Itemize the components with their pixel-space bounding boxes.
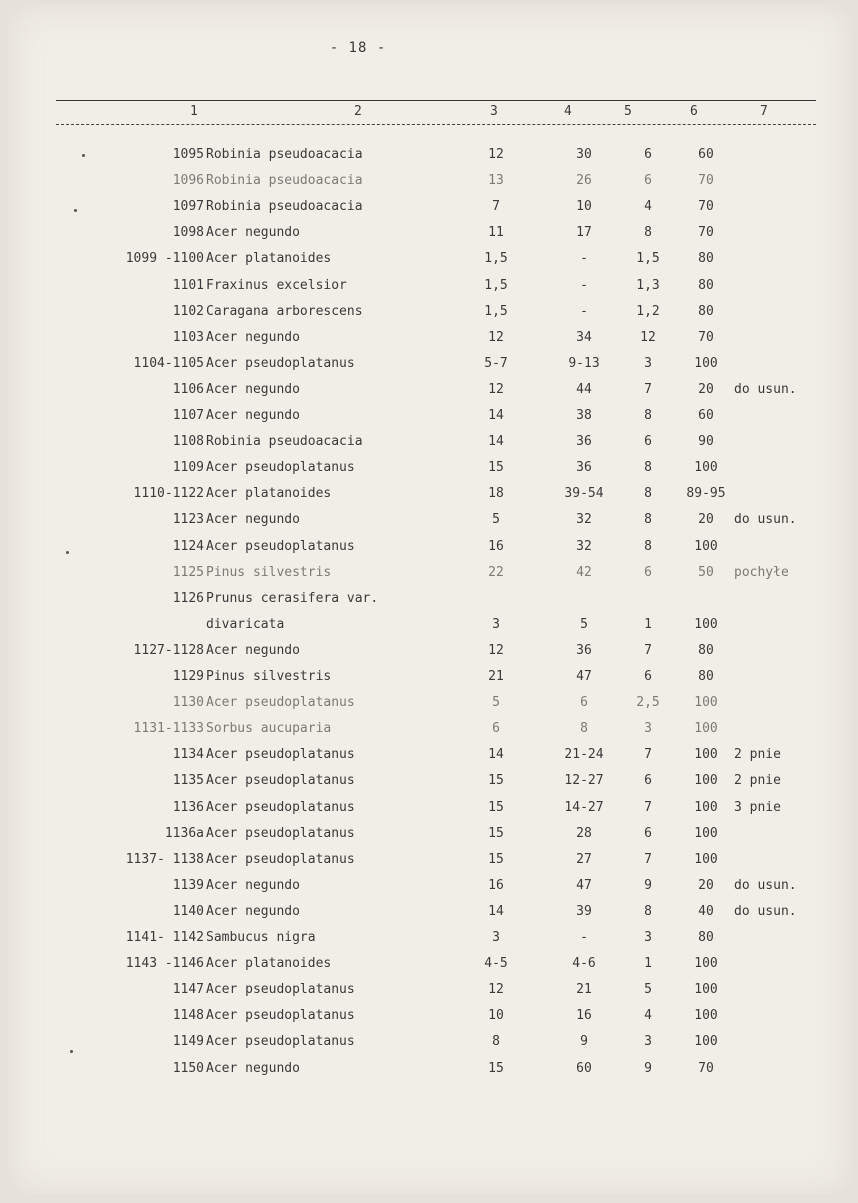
column-3-value: 16 xyxy=(488,538,504,554)
column-header-4: 4 xyxy=(564,104,572,119)
column-4-value: 39-54 xyxy=(564,486,604,502)
tree-number: 1109 xyxy=(172,460,204,476)
column-6-value: 90 xyxy=(698,434,714,450)
column-5-value: 6 xyxy=(644,147,652,162)
species-name: Acer negundo xyxy=(206,877,300,893)
species-name: Prunus cerasifera var. xyxy=(206,590,379,606)
column-5-value: 8 xyxy=(644,486,652,502)
column-3-value: 12 xyxy=(488,329,504,345)
species-name: Sorbus aucuparia xyxy=(206,721,332,737)
tree-number: 1102 xyxy=(172,303,204,319)
column-5-value: 6 xyxy=(644,173,652,189)
column-5-value: 8 xyxy=(644,408,652,423)
table-row xyxy=(8,721,852,743)
species-name: Robinia pseudoacacia xyxy=(206,434,363,450)
column-5-value: 8 xyxy=(644,538,652,554)
column-3-value: 15 xyxy=(488,825,504,841)
column-6-value: 100 xyxy=(694,355,718,371)
column-4-value: 21-24 xyxy=(564,747,604,763)
column-4-value: 9-13 xyxy=(568,355,600,371)
column-5-value: 5 xyxy=(644,982,652,998)
table-row xyxy=(8,800,852,822)
species-name: Pinus silvestris xyxy=(206,564,332,580)
table-row xyxy=(8,356,852,378)
species-name: Acer pseudoplatanus xyxy=(206,747,355,763)
column-6-value: 100 xyxy=(694,695,718,711)
column-3-value: 12 xyxy=(488,982,504,998)
column-4-value: - xyxy=(580,303,588,319)
column-3-value: 16 xyxy=(488,877,504,893)
table-row xyxy=(8,382,852,404)
column-4-value: 8 xyxy=(580,721,588,737)
tree-number: 1150 xyxy=(172,1060,204,1076)
column-4-value: 38 xyxy=(576,408,592,423)
column-5-value: 6 xyxy=(644,434,652,450)
remarks: do usun. xyxy=(734,903,797,919)
column-4-value: 60 xyxy=(576,1060,592,1076)
column-3-value: 5 xyxy=(492,695,500,711)
tree-number: 1126 xyxy=(172,590,204,606)
species-name: Acer platanoides xyxy=(206,956,332,972)
tree-number: 1149 xyxy=(172,1034,204,1050)
tree-number: 1101 xyxy=(172,277,204,293)
remarks: do usun. xyxy=(734,877,797,893)
column-3-value: 12 xyxy=(488,147,504,162)
column-3-value: 14 xyxy=(488,747,504,763)
species-name: Acer platanoides xyxy=(206,251,332,267)
column-3-value: 11 xyxy=(488,225,504,241)
column-3-value: 14 xyxy=(488,903,504,919)
table-row xyxy=(8,1061,852,1083)
table-row xyxy=(8,199,852,221)
remarks: 2 pnie xyxy=(734,773,781,789)
column-header-2: 2 xyxy=(354,104,362,119)
column-5-value: 7 xyxy=(644,799,652,815)
column-4-value: - xyxy=(580,251,588,267)
column-6-value: 100 xyxy=(694,460,718,476)
column-3-value: 12 xyxy=(488,642,504,658)
species-name: Robinia pseudoacacia xyxy=(206,147,363,162)
column-3-value: 14 xyxy=(488,434,504,450)
column-4-value: 17 xyxy=(576,225,592,241)
column-5-value: 4 xyxy=(644,199,652,215)
column-3-value: 8 xyxy=(492,1034,500,1050)
column-3-value: 22 xyxy=(488,564,504,580)
table-row xyxy=(8,408,852,430)
column-4-value: 27 xyxy=(576,851,592,867)
column-3-value: 15 xyxy=(488,773,504,789)
species-name: Acer pseudoplatanus xyxy=(206,355,355,371)
table-row xyxy=(8,1034,852,1056)
column-4-value: 28 xyxy=(576,825,592,841)
tree-number: 1124 xyxy=(172,538,204,554)
column-3-value: 13 xyxy=(488,173,504,189)
column-6-value: 70 xyxy=(698,1060,714,1076)
column-5-value: 7 xyxy=(644,642,652,658)
column-3-value: 15 xyxy=(488,1060,504,1076)
tree-number: 1148 xyxy=(172,1008,204,1024)
tree-number: 1134 xyxy=(172,747,204,763)
column-5-value: 7 xyxy=(644,381,652,397)
column-header-7: 7 xyxy=(760,104,768,119)
table-row xyxy=(8,643,852,665)
column-6-value: 70 xyxy=(698,329,714,345)
column-4-value: 26 xyxy=(576,173,592,189)
tree-number: 1137- 1138 xyxy=(125,851,204,867)
column-4-value: 47 xyxy=(576,669,592,684)
tree-number: 1143 -1146 xyxy=(125,956,204,972)
species-name: Fraxinus excelsior xyxy=(206,277,347,293)
table-row xyxy=(8,878,852,900)
column-6-value: 20 xyxy=(698,381,714,397)
column-3-value: 12 xyxy=(488,381,504,397)
species-name: Acer platanoides xyxy=(206,486,332,502)
column-6-value: 20 xyxy=(698,512,714,528)
column-6-value: 50 xyxy=(698,564,714,580)
tree-number: 1127-1128 xyxy=(133,642,204,658)
column-3-value: 14 xyxy=(488,408,504,423)
column-3-value: 10 xyxy=(488,1008,504,1024)
remarks: 2 pnie xyxy=(734,747,781,763)
column-4-value: 30 xyxy=(576,147,592,162)
column-5-value: 3 xyxy=(644,355,652,371)
column-6-value: 100 xyxy=(694,982,718,998)
species-name: Acer negundo xyxy=(206,329,300,345)
tree-number: 1103 xyxy=(172,329,204,345)
column-6-value: 70 xyxy=(698,199,714,215)
table-row xyxy=(8,147,852,169)
column-5-value: 9 xyxy=(644,1060,652,1076)
column-5-value: 3 xyxy=(644,721,652,737)
table-row xyxy=(8,251,852,273)
column-4-value: 14-27 xyxy=(564,799,604,815)
column-5-value: 6 xyxy=(644,669,652,684)
species-name: Pinus silvestris xyxy=(206,669,332,684)
document-page xyxy=(8,4,852,1194)
species-name: Acer pseudoplatanus xyxy=(206,460,355,476)
species-name: Acer pseudoplatanus xyxy=(206,773,355,789)
column-4-value: - xyxy=(580,277,588,293)
column-4-value: 36 xyxy=(576,434,592,450)
column-4-value: 39 xyxy=(576,903,592,919)
column-6-value: 100 xyxy=(694,1034,718,1050)
column-6-value: 70 xyxy=(698,173,714,189)
tree-number: 1106 xyxy=(172,381,204,397)
column-6-value: 100 xyxy=(694,825,718,841)
column-3-value: 21 xyxy=(488,669,504,684)
tree-number: 1136a xyxy=(164,825,204,841)
table-row xyxy=(8,591,852,613)
column-5-value: 1 xyxy=(644,616,652,632)
species-name: Robinia pseudoacacia xyxy=(206,199,363,215)
column-3-value: 7 xyxy=(492,199,500,215)
column-6-value: 100 xyxy=(694,616,718,632)
column-6-value: 80 xyxy=(698,930,714,945)
column-5-value: 2,5 xyxy=(636,695,660,711)
scan-speck xyxy=(74,209,77,212)
column-3-value: 1,5 xyxy=(484,277,508,293)
species-name: Robinia pseudoacacia xyxy=(206,173,363,189)
table-row xyxy=(8,930,852,952)
species-name: Acer negundo xyxy=(206,642,300,658)
tree-number: 1136 xyxy=(172,799,204,815)
column-5-value: 1,2 xyxy=(636,303,660,319)
column-5-value: 8 xyxy=(644,903,652,919)
column-3-value: 6 xyxy=(492,721,500,737)
species-name: Acer negundo xyxy=(206,225,300,241)
column-3-value: 1,5 xyxy=(484,303,508,319)
table-row xyxy=(8,956,852,978)
table-row xyxy=(8,617,852,639)
column-4-value: 32 xyxy=(576,538,592,554)
column-4-value: 44 xyxy=(576,381,592,397)
column-6-value: 20 xyxy=(698,877,714,893)
column-6-value: 100 xyxy=(694,773,718,789)
column-6-value: 100 xyxy=(694,538,718,554)
table-row xyxy=(8,460,852,482)
species-name: Sambucus nigra xyxy=(206,930,316,945)
species-name: Acer pseudoplatanus xyxy=(206,799,355,815)
column-3-value: 5-7 xyxy=(484,355,508,371)
column-6-value: 60 xyxy=(698,147,714,162)
table-row xyxy=(8,173,852,195)
column-5-value: 8 xyxy=(644,460,652,476)
column-4-value: 10 xyxy=(576,199,592,215)
table-row xyxy=(8,747,852,769)
column-6-value: 100 xyxy=(694,799,718,815)
scan-speck xyxy=(70,1050,73,1053)
column-5-value: 1,5 xyxy=(636,251,660,267)
column-5-value: 9 xyxy=(644,877,652,893)
table-row xyxy=(8,773,852,795)
column-3-value: 4-5 xyxy=(484,956,508,972)
page-number: - 18 - xyxy=(329,40,387,56)
column-5-value: 4 xyxy=(644,1008,652,1024)
column-4-value: - xyxy=(580,930,588,945)
column-3-value: 15 xyxy=(488,799,504,815)
column-5-value: 7 xyxy=(644,851,652,867)
tree-number: 1131-1133 xyxy=(133,721,204,737)
tree-number: 1123 xyxy=(172,512,204,528)
column-6-value: 80 xyxy=(698,251,714,267)
column-5-value: 1,3 xyxy=(636,277,660,293)
tree-number: 1095 xyxy=(172,147,204,162)
column-3-value: 18 xyxy=(488,486,504,502)
table-row xyxy=(8,304,852,326)
column-6-value: 80 xyxy=(698,669,714,684)
column-4-value: 36 xyxy=(576,642,592,658)
table-row xyxy=(8,539,852,561)
column-4-value: 4-6 xyxy=(572,956,596,972)
species-name: Acer pseudoplatanus xyxy=(206,825,355,841)
tree-number: 1099 -1100 xyxy=(125,251,204,267)
table-row xyxy=(8,434,852,456)
species-name: Acer negundo xyxy=(206,512,300,528)
species-name: Acer pseudoplatanus xyxy=(206,982,355,998)
tree-number: 1147 xyxy=(172,982,204,998)
table-row xyxy=(8,695,852,717)
column-6-value: 100 xyxy=(694,721,718,737)
column-6-value: 80 xyxy=(698,277,714,293)
column-5-value: 3 xyxy=(644,1034,652,1050)
column-4-value: 34 xyxy=(576,329,592,345)
column-4-value: 5 xyxy=(580,616,588,632)
column-3-value: 1,5 xyxy=(484,251,508,267)
species-name: Acer pseudoplatanus xyxy=(206,1034,355,1050)
tree-number: 1130 xyxy=(172,695,204,711)
species-name: Caragana arborescens xyxy=(206,303,363,319)
column-5-value: 12 xyxy=(640,329,656,345)
column-6-value: 100 xyxy=(694,747,718,763)
column-header-5: 5 xyxy=(624,104,632,119)
header-rule-bottom xyxy=(56,124,816,126)
tree-number: 1097 xyxy=(172,199,204,215)
header-rule-top xyxy=(56,100,816,101)
scan-speck xyxy=(82,154,85,157)
tree-number: 1139 xyxy=(172,877,204,893)
tree-number: 1098 xyxy=(172,225,204,241)
column-4-value: 32 xyxy=(576,512,592,528)
species-name: Acer pseudoplatanus xyxy=(206,538,355,554)
table-row xyxy=(8,904,852,926)
column-5-value: 7 xyxy=(644,747,652,763)
table-row xyxy=(8,852,852,874)
column-header-1: 1 xyxy=(190,104,198,119)
tree-number: 1135 xyxy=(172,773,204,789)
species-name: Acer negundo xyxy=(206,903,300,919)
column-5-value: 8 xyxy=(644,512,652,528)
table-row xyxy=(8,330,852,352)
tree-number: 1129 xyxy=(172,669,204,684)
column-5-value: 6 xyxy=(644,564,652,580)
column-4-value: 16 xyxy=(576,1008,592,1024)
column-6-value: 100 xyxy=(694,851,718,867)
table-row xyxy=(8,486,852,508)
column-5-value: 6 xyxy=(644,773,652,789)
species-name: Acer pseudoplatanus xyxy=(206,1008,355,1024)
column-6-value: 70 xyxy=(698,225,714,241)
column-5-value: 1 xyxy=(644,956,652,972)
tree-number: 1096 xyxy=(172,173,204,189)
table-row xyxy=(8,225,852,247)
column-header-3: 3 xyxy=(490,104,498,119)
tree-number: 1141- 1142 xyxy=(125,930,204,945)
table-row xyxy=(8,669,852,691)
tree-number: 1108 xyxy=(172,434,204,450)
column-3-value: 15 xyxy=(488,460,504,476)
table-row xyxy=(8,1008,852,1030)
table-row xyxy=(8,826,852,848)
column-4-value: 9 xyxy=(580,1034,588,1050)
scan-speck xyxy=(66,551,69,554)
column-6-value: 40 xyxy=(698,903,714,919)
remarks: do usun. xyxy=(734,381,797,397)
column-3-value: 3 xyxy=(492,616,500,632)
remarks: pochyłe xyxy=(734,564,789,580)
table-row xyxy=(8,982,852,1004)
column-6-value: 80 xyxy=(698,303,714,319)
column-3-value: 5 xyxy=(492,512,500,528)
column-6-value: 100 xyxy=(694,956,718,972)
column-4-value: 42 xyxy=(576,564,592,580)
table-row xyxy=(8,512,852,534)
column-6-value: 80 xyxy=(698,642,714,658)
tree-number: 1125 xyxy=(172,564,204,580)
column-4-value: 6 xyxy=(580,695,588,711)
column-6-value: 89-95 xyxy=(686,486,726,502)
table-row xyxy=(8,565,852,587)
column-4-value: 12-27 xyxy=(564,773,604,789)
column-5-value: 6 xyxy=(644,825,652,841)
column-header-6: 6 xyxy=(690,104,698,119)
species-name: Acer negundo xyxy=(206,381,300,397)
species-name: Acer pseudoplatanus xyxy=(206,851,355,867)
remarks: 3 pnie xyxy=(734,799,781,815)
column-3-value: 15 xyxy=(488,851,504,867)
tree-number: 1104-1105 xyxy=(133,355,204,371)
column-6-value: 60 xyxy=(698,408,714,423)
remarks: do usun. xyxy=(734,512,797,528)
column-5-value: 3 xyxy=(644,930,652,945)
column-5-value: 8 xyxy=(644,225,652,241)
column-4-value: 47 xyxy=(576,877,592,893)
table-row xyxy=(8,278,852,300)
species-name: Acer negundo xyxy=(206,408,300,423)
tree-number: 1110-1122 xyxy=(133,486,204,502)
tree-number: 1107 xyxy=(172,408,204,423)
column-3-value: 3 xyxy=(492,930,500,945)
species-name: Acer negundo xyxy=(206,1060,300,1076)
column-4-value: 36 xyxy=(576,460,592,476)
species-name: Acer pseudoplatanus xyxy=(206,695,355,711)
column-4-value: 21 xyxy=(576,982,592,998)
species-name: divaricata xyxy=(206,616,285,632)
tree-number: 1140 xyxy=(172,903,204,919)
column-6-value: 100 xyxy=(694,1008,718,1024)
